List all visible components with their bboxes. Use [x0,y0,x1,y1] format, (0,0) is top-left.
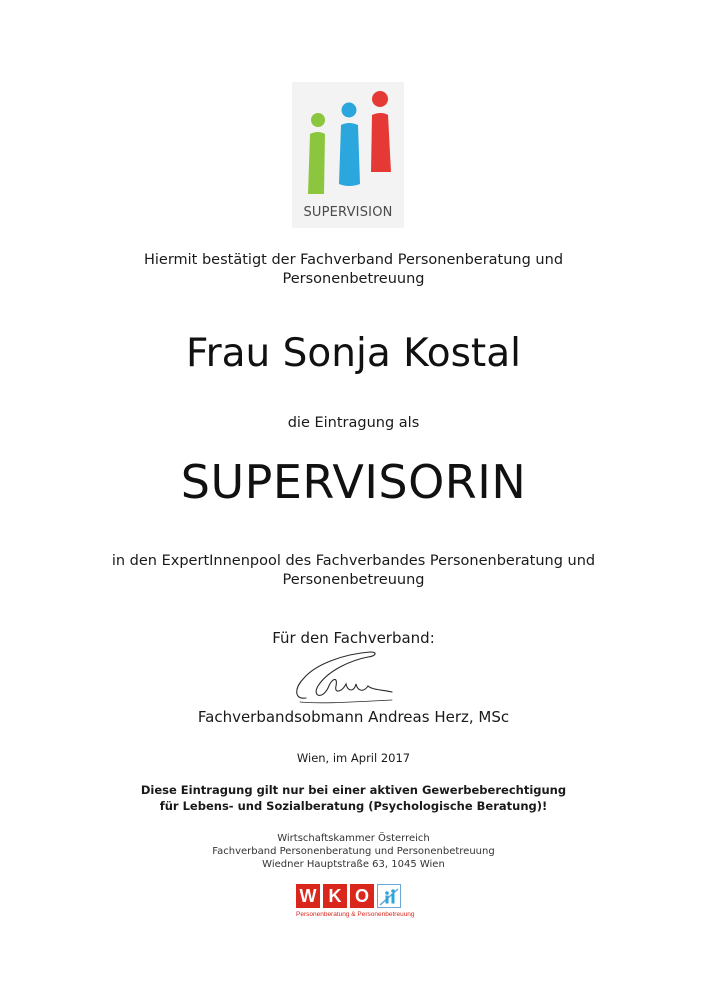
notice-line-2: für Lebens- und Sozialberatung (Psychologische Beratung)! [159,799,548,813]
place-date: Wien, im April 2017 [296,751,411,765]
three-figures-logo-icon [292,82,404,202]
address-line-2: Fachverband Personenberatung und Personenbetreuung [212,846,495,857]
wko-letter-k: K [323,884,347,908]
wko-subtitle: Personenberatung & Personenbetreuung [296,911,415,918]
address-line-3: Wiedner Hauptstraße 63, 1045 Wien [262,859,445,870]
intro-text [0,251,707,289]
wko-letter-o: O [350,884,374,908]
intro-line-2: Personenbetreuung [282,271,425,287]
logo-caption: SUPERVISION [303,205,393,220]
issuer-address [0,832,707,871]
validity-notice [0,782,707,814]
notice-line-1: Diese Eintragung gilt nur bei einer aktiven Gewerbeberechtigung [140,783,567,797]
supervision-logo [292,82,404,228]
certificate-title: SUPERVISORIN [180,455,527,509]
for-association-label: Für den Fachverband: [272,629,435,647]
address-line-1: Wirtschaftskammer Österreich [277,833,430,844]
pool-line-2: Personenbetreuung [282,572,425,588]
recipient-name: Frau Sonja Kostal [186,331,521,376]
wko-figures-icon [377,884,401,908]
wko-letter-w: W [296,884,320,908]
handwritten-signature-icon [292,648,402,710]
registration-line: die Eintragung als [287,415,420,431]
pool-text [0,552,707,590]
signer-name: Fachverbandsobmann Andreas Herz, MSc [197,708,510,726]
intro-line-1: Hiermit bestätigt der Fachverband Personenberatung und [143,252,564,268]
pool-line-1: in den ExpertInnenpool des Fachverbandes Personenberatung und [111,553,596,569]
